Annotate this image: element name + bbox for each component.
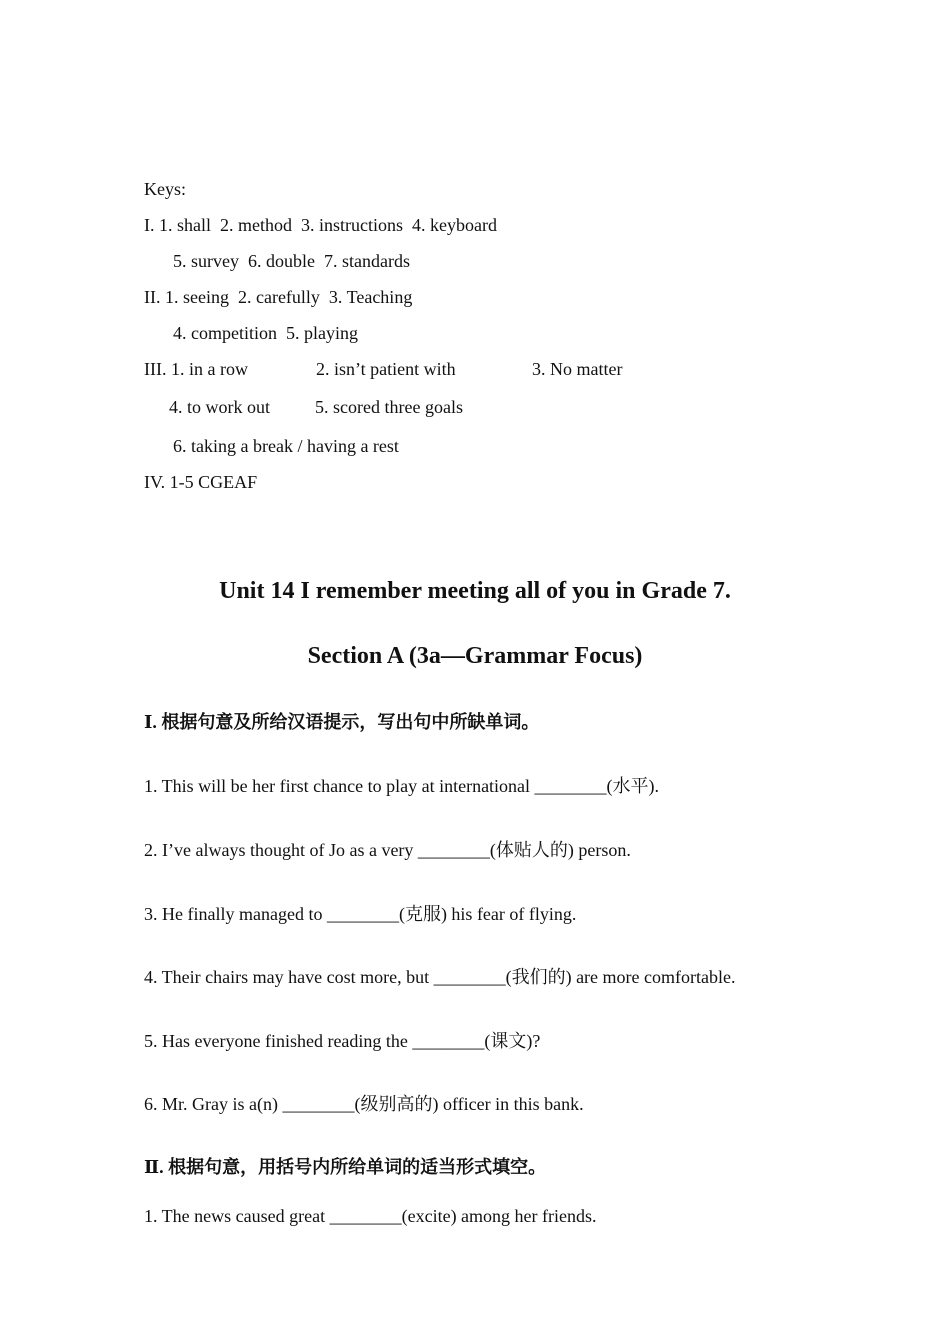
part1-question-1: 1. This will be her first chance to play at international ________(水平).: [144, 776, 660, 796]
keys-part3-item3: 3. No matter: [532, 359, 623, 379]
part1-question-3: 3. He finally managed to ________(克服) his fear of flying.: [144, 904, 577, 924]
keys-part3-item1: III. 1. in a row: [144, 359, 248, 379]
keys-part2-line1: II. 1. seeing 2. carefully 3. Teaching: [144, 287, 413, 307]
part1-heading: Ⅰ. 根据句意及所给汉语提示，写出句中所缺单词。: [144, 712, 540, 732]
section-title: Section A (3a—Grammar Focus): [307, 643, 643, 669]
part1-question-4: 4. Their chairs may have cost more, but ________(我们的) are more comfortable.: [144, 967, 736, 987]
keys-part3-item5: 5. scored three goals: [315, 397, 463, 417]
part2-heading: Ⅱ. 根据句意，用括号内所给单词的适当形式填空。: [144, 1157, 547, 1177]
keys-part1-line2: 5. survey 6. double 7. standards: [173, 251, 410, 271]
unit-title: Unit 14 I remember meeting all of you in Grade 7.: [219, 578, 731, 604]
part1-question-2: 2. I’ve always thought of Jo as a very ________(体贴人的) person.: [144, 840, 631, 860]
part1-question-6: 6. Mr. Gray is a(n) ________(级别高的) officer in this bank.: [144, 1094, 584, 1114]
keys-part3-item6: 6. taking a break / having a rest: [173, 436, 399, 456]
keys-part1-line1: I. 1. shall 2. method 3. instructions 4. keyboard: [144, 215, 497, 235]
part1-question-5: 5. Has everyone finished reading the ________(课文)?: [144, 1031, 541, 1051]
keys-label: Keys:: [144, 179, 186, 199]
keys-part3-item4: 4. to work out: [169, 397, 270, 417]
keys-part3-item2: 2. isn’t patient with: [316, 359, 456, 379]
keys-part2-line2: 4. competition 5. playing: [173, 323, 358, 343]
part2-question-1: 1. The news caused great ________(excite) among her friends.: [144, 1206, 597, 1226]
keys-part4: IV. 1-5 CGEAF: [144, 472, 258, 492]
